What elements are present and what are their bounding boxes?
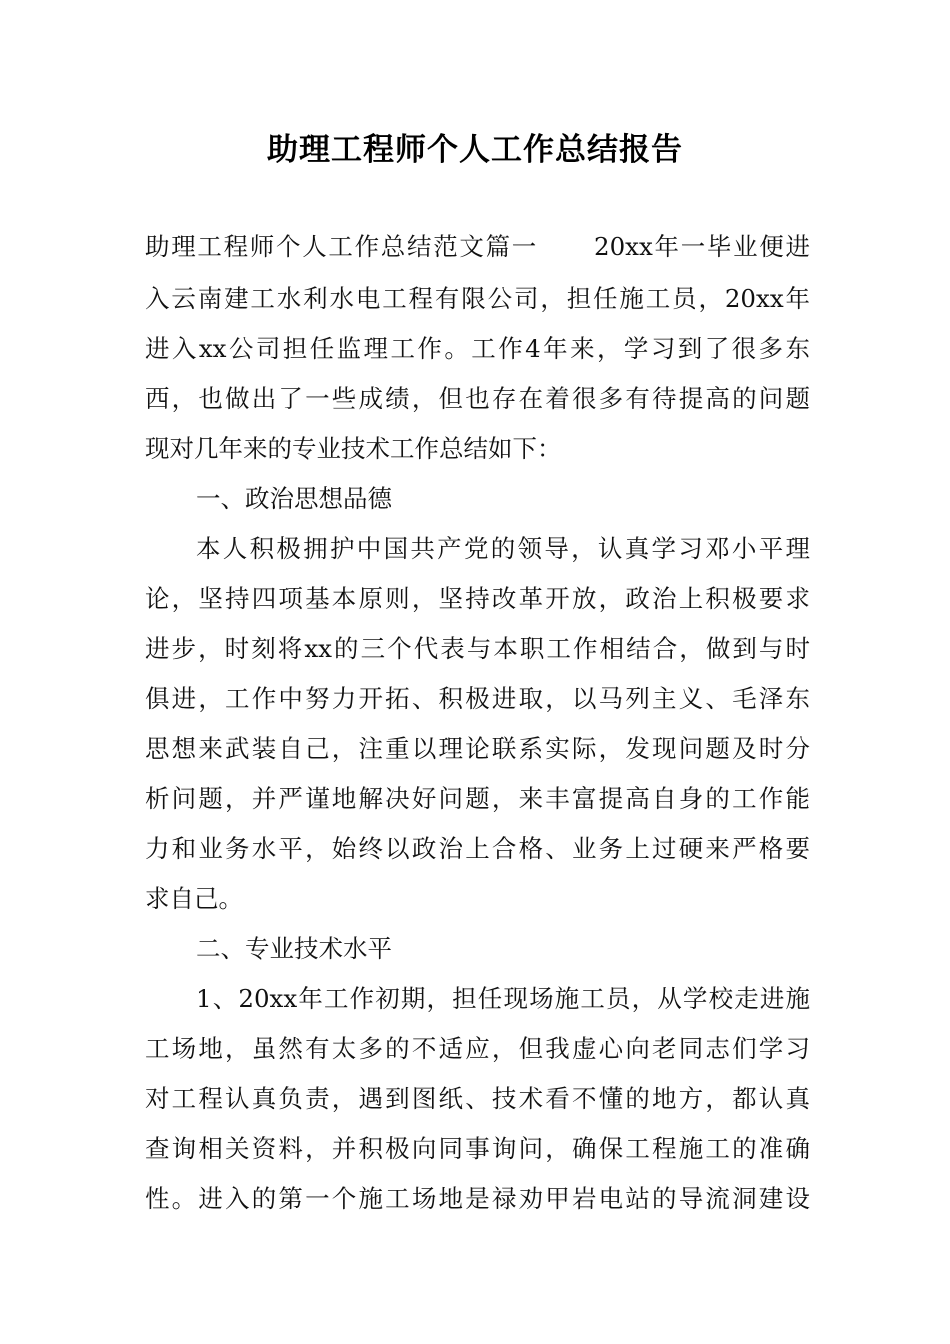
intro-line-2: 入云南建工水利水电工程有限公司，担任施工员，20xx年 <box>145 284 810 313</box>
section1-line-7: 力和业务水平，始终以政治上合格、业务上过硬来严格要 <box>145 834 810 863</box>
section2-line-4: 查询相关资料，并积极向同事询问，确保工程施工的准确 <box>145 1134 810 1163</box>
intro-line-4: 西，也做出了一些成绩，但也存在着很多有待提高的问题 <box>145 384 810 413</box>
section1-line-6: 析问题，并严谨地解决好问题，来丰富提高自身的工作能 <box>145 784 810 813</box>
section2-heading: 二、专业技术水平 <box>196 934 392 963</box>
section1-line-4: 俱进，工作中努力开拓、积极进取，以马列主义、毛泽东 <box>145 684 810 713</box>
intro-first-rest: 20xx年一毕业便进 <box>594 232 811 261</box>
section1-line-8: 求自己。 <box>145 884 243 913</box>
document-title: 助理工程师个人工作总结报告 <box>267 132 683 168</box>
section2-line-1: 1、20xx年工作初期，担任现场施工员，从学校走进施 <box>196 984 810 1013</box>
intro-line-5: 现对几年来的专业技术工作总结如下： <box>145 434 562 463</box>
section1-line-1: 本人积极拥护中国共产党的领导，认真学习邓小平理 <box>196 534 810 563</box>
intro-line-1 <box>145 222 810 272</box>
intro-heading: 助理工程师个人工作总结范文篇一 <box>145 232 538 261</box>
section1-line-3: 进步，时刻将xx的三个代表与本职工作相结合，做到与时 <box>145 634 810 663</box>
section1-line-5: 思想来武装自己，注重以理论联系实际，发现问题及时分 <box>145 734 810 763</box>
section1-line-2: 论，坚持四项基本原则，坚持改革开放，政治上积极要求 <box>145 584 810 613</box>
section2-line-3: 对工程认真负责，遇到图纸、技术看不懂的地方，都认真 <box>145 1084 810 1113</box>
section2-line-5: 性。进入的第一个施工场地是禄劝甲岩电站的导流洞建设 <box>145 1184 810 1213</box>
section1-heading: 一、政治思想品德 <box>196 484 392 513</box>
intro-line-3: 进入xx公司担任监理工作。工作4年来，学习到了很多东 <box>145 334 810 363</box>
section2-line-2: 工场地，虽然有太多的不适应，但我虚心向老同志们学习 <box>145 1034 810 1063</box>
